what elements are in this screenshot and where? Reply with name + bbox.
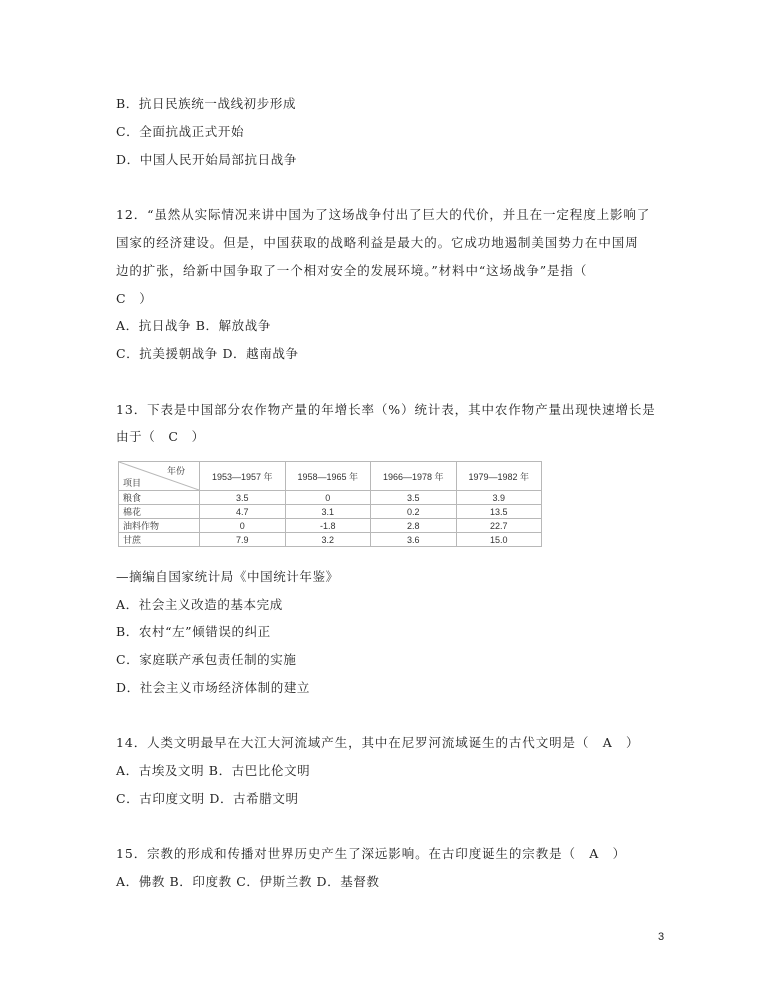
table-cell: 3.1 [285, 505, 371, 519]
q11-option-b: B．抗日民族统一战线初步形成 [116, 96, 297, 111]
table-cell: 3.5 [371, 491, 457, 505]
q12-stem-line3: 边的扩张，给新中国争取了一个相对安全的发展环境。”材料中“这场战争”是指（ [116, 263, 588, 278]
q15-stem: 15．宗教的形成和传播对世界历史产生了深远影响。在古印度诞生的宗教是（ A ） [116, 846, 627, 861]
table-row [119, 519, 542, 533]
table-cell: 3.5 [200, 491, 286, 505]
q12-stem-line2: 国家的经济建设。但是，中国获取的战略利益是最大的。它成功地遏制美国势力在中国周 [116, 235, 639, 250]
page-number: 3 [658, 931, 665, 943]
table-cell: 4.7 [200, 505, 286, 519]
table-cell: 3.6 [371, 533, 457, 547]
q13-option-a: A．社会主义改造的基本完成 [116, 597, 283, 612]
table-cell: 0.2 [371, 505, 457, 519]
q12-options-cd: C．抗美援朝战争 D．越南战争 [116, 346, 299, 361]
crop-growth-table [118, 461, 542, 547]
q15-options: A．佛教 B．印度教 C．伊斯兰教 D．基督教 [116, 874, 380, 889]
q11-option-c: C．全面抗战正式开始 [116, 124, 245, 139]
q13-option-d: D．社会主义市场经济体制的建立 [116, 680, 311, 695]
table-row [119, 505, 542, 519]
row-label: 棉花 [119, 505, 200, 519]
q13-stem-line1: 13．下表是中国部分农作物产量的年增长率（%）统计表，其中农作物产量出现快速增长是 [116, 402, 656, 417]
q14-options-cd: C．古印度文明 D．古希腊文明 [116, 791, 299, 806]
table-row [119, 533, 542, 547]
q13-stem-line2: 由于（ C ） [116, 429, 205, 444]
header-year: 年份 [166, 466, 185, 476]
header-item: 项目 [123, 478, 142, 488]
q13-option-b: B．农村“左”倾错误的纠正 [116, 624, 271, 639]
row-label: 甘蔗 [119, 533, 200, 547]
column-header: 1958—1965 年 [285, 462, 371, 491]
q14-stem: 14．人类文明最早在大江大河流域产生，其中在尼罗河流域诞生的古代文明是（ A ） [116, 735, 640, 750]
table-row [119, 491, 542, 505]
table-cell: 2.8 [371, 519, 457, 533]
crop-growth-table-image [118, 457, 550, 547]
q13-option-c: C．家庭联产承包责任制的实施 [116, 652, 297, 667]
column-header: 1979—1982 年 [456, 462, 542, 491]
column-header: 1966—1978 年 [371, 462, 457, 491]
q12-stem-line1: 12．“虽然从实际情况来讲中国为了这场战争付出了巨大的代价，并且在一定程度上影响了 [116, 207, 651, 222]
q14-options-ab: A．古埃及文明 B．古巴比伦文明 [116, 763, 311, 778]
q13-source: —摘编自国家统计局《中国统计年鉴》 [116, 569, 339, 584]
table-cell: 7.9 [200, 533, 286, 547]
table-cell: -1.8 [285, 519, 371, 533]
row-label: 粮食 [119, 491, 200, 505]
table-corner-cell [119, 462, 200, 491]
table-cell: 15.0 [456, 533, 542, 547]
table-cell: 0 [200, 519, 286, 533]
q12-options-ab: A．抗日战争 B．解放战争 [116, 318, 271, 333]
q12-answer: C ） [116, 291, 153, 306]
table-cell: 3.2 [285, 533, 371, 547]
table-cell: 22.7 [456, 519, 542, 533]
table-cell: 13.5 [456, 505, 542, 519]
row-label: 油料作物 [119, 519, 200, 533]
column-header: 1953—1957 年 [200, 462, 286, 491]
table-cell: 0 [285, 491, 371, 505]
table-cell: 3.9 [456, 491, 542, 505]
q11-option-d: D．中国人民开始局部抗日战争 [116, 152, 297, 167]
